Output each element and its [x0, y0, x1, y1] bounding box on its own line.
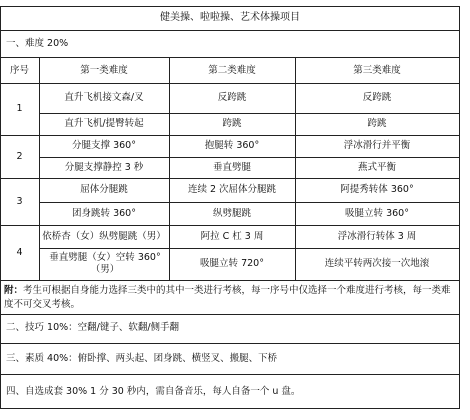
- group-number: 2: [16, 151, 23, 162]
- rule-title-bottom: [0, 30, 460, 31]
- rule-g4-bottom: [0, 280, 460, 281]
- table-cell: 直升飞机接文森/叉: [64, 92, 144, 103]
- rule-g3-mid: [39, 202, 460, 203]
- rule-right: [459, 6, 460, 409]
- table-cell: 依桥杏（女）纵劈腿跳（男）: [42, 231, 166, 242]
- rule-g2-mid: [39, 157, 460, 158]
- table-cell: 纵劈腿跳: [212, 208, 251, 219]
- table-cell: 跨跳: [367, 118, 387, 129]
- note-paragraph: [4, 284, 456, 312]
- header-no: 序号: [9, 65, 29, 76]
- note-label: 附：: [4, 285, 24, 296]
- table-cell: 跨跳: [222, 118, 242, 129]
- table-cell: 吸腿立转 720°: [200, 258, 264, 269]
- table-cell: 连续平转两次接一次地滚: [324, 258, 430, 269]
- rule-header-bottom: [0, 83, 460, 84]
- table-cell: 直升飞机/提臀转起: [64, 118, 144, 129]
- table-cell: 抱腿转 360°: [204, 140, 260, 151]
- table-cell: 团身跳转 360°: [72, 208, 136, 219]
- header-category-one: 第一类难度: [80, 65, 128, 76]
- page-title: 健美操、啦啦操、艺术体操项目: [160, 12, 300, 23]
- rule-note-bottom: [0, 314, 460, 315]
- section-two-line: 二、技巧 10%：空翻/键子、软翻/侧手翻: [6, 322, 180, 333]
- note-text: 考生可根据自身能力选择三类中的其中一类进行考核，每一序号中仅选择一个难度进行考核，每一类难度不可交叉考核。: [4, 285, 451, 310]
- rule-g1-mid: [39, 113, 460, 114]
- group-number: 1: [16, 103, 23, 114]
- header-category-two: 第二类难度: [208, 65, 256, 76]
- rule-top: [0, 6, 460, 7]
- rule-section-three-bottom: [0, 374, 460, 375]
- section-three-line: 三、素质 40%：俯卧撑、两头起、团身跳、横竖叉、搬腿、下桥: [6, 353, 278, 364]
- table-cell: 反跨跳: [217, 92, 247, 103]
- rule-g3-bottom: [0, 225, 460, 226]
- table-cell: 反跨跳: [362, 92, 392, 103]
- table-cell: 分腿支撑静控 3 秒: [64, 162, 144, 173]
- table-cell: 垂直劈腿: [212, 162, 251, 173]
- section-one-heading: 一、难度 20%: [6, 38, 69, 49]
- table-cell: 浮冰滑行转体 3 周: [337, 231, 417, 242]
- section-four-line: 四、自选成套 30% 1 分 30 秒内，需自备音乐，每人自备一个 u 盘。: [6, 386, 301, 397]
- table-cell: 阿提秀转体 360°: [340, 184, 414, 195]
- rule-g4-mid: [39, 248, 460, 249]
- table-cell: 连续 2 次屈体分腿跳: [187, 184, 277, 195]
- table-cell: 吸腿立转 360°: [345, 208, 409, 219]
- rule-g1-bottom: [0, 135, 460, 136]
- group-number: 4: [16, 247, 23, 258]
- header-category-three: 第三类难度: [353, 65, 401, 76]
- table-cell: 浮冰滑行并平衡: [343, 140, 411, 151]
- rule-section-one-bottom: [0, 57, 460, 58]
- table-cell: 垂直劈腿（女）空转 360°（男）: [49, 252, 161, 275]
- group-number: 3: [16, 196, 23, 207]
- rule-section-two-bottom: [0, 343, 460, 344]
- table-cell: 燕式平衡: [357, 162, 396, 173]
- table-cell: 分腿支撑 360°: [72, 140, 136, 151]
- rule-g2-bottom: [0, 178, 460, 179]
- table-cell: 阿拉 C 杠 3 周: [200, 231, 264, 242]
- table-cell: 屈体分腿跳: [80, 184, 128, 195]
- rule-bottom: [0, 408, 460, 409]
